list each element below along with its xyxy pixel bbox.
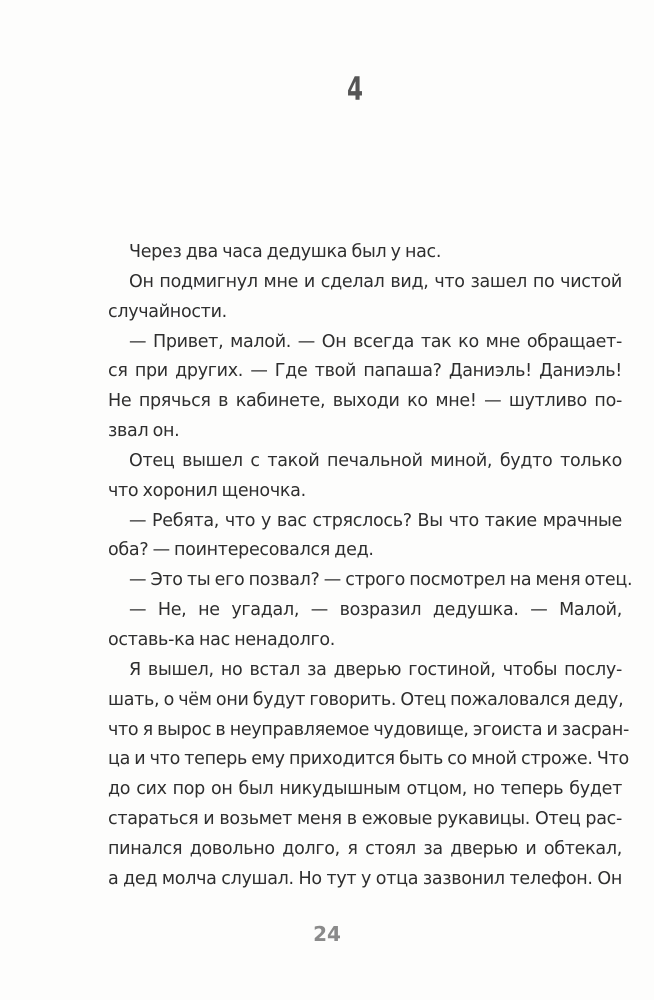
text-line: ся при других. — Где твой папаша? Даниэль! Даниэль! — [108, 361, 622, 382]
text-line: — Привет, малой. — Он всегда так ко мне обращает- — [129, 331, 622, 352]
text-line: Я вышел, но встал за дверью гостиной, чтобы послу- — [129, 659, 622, 680]
text-line: ца и что теперь ему приходится быть со мной строже. Что — [108, 749, 629, 770]
text-line: шать, о чём они будут говорить. Отец пожаловался деду, — [108, 689, 624, 710]
text-line: пинался довольно долго, я стоял за дверью и обтекал, — [108, 838, 622, 859]
text-line: что хоронил щеночка. — [108, 480, 306, 501]
text-line: — Ребята, что у вас стряслось? Вы что такие мрачные — [129, 510, 622, 531]
text-line: звал он. — [108, 421, 180, 442]
text-line: а дед молча слушал. Но тут у отца зазвонил телефон. Он — [108, 868, 622, 889]
chapter-number: 4 — [346, 70, 364, 108]
text-line: — Это ты его позвал? — строго посмотрел на меня отец. — [129, 570, 633, 591]
text-line: случайности. — [108, 301, 227, 322]
text-line: стараться и возьмет меня в ежовые рукавицы. Отец рас- — [108, 809, 622, 830]
text-line: Он подмигнул мне и сделал вид, что зашел по чистой — [129, 271, 622, 292]
body-text — [108, 238, 633, 895]
text-line: — Не, не угадал, — возразил дедушка. — Малой, — [129, 600, 622, 621]
text-line: Отец вышел с такой печальной миной, будто только — [129, 450, 622, 471]
text-line: Не прячься в кабинете, выходи ко мне! — шутливо по- — [108, 391, 622, 412]
page-number: 24 — [313, 922, 341, 946]
text-line: до сих пор он был никудышным отцом, но теперь будет — [108, 779, 622, 800]
text-line: что я вырос в неуправляемое чудовище, эгоиста и засран- — [108, 719, 629, 740]
text-line: оба? — поинтересовался дед. — [108, 540, 374, 561]
text-line: оставь-ка нас ненадолго. — [108, 629, 336, 650]
text-line: Через два часа дедушка был у нас. — [129, 242, 442, 262]
